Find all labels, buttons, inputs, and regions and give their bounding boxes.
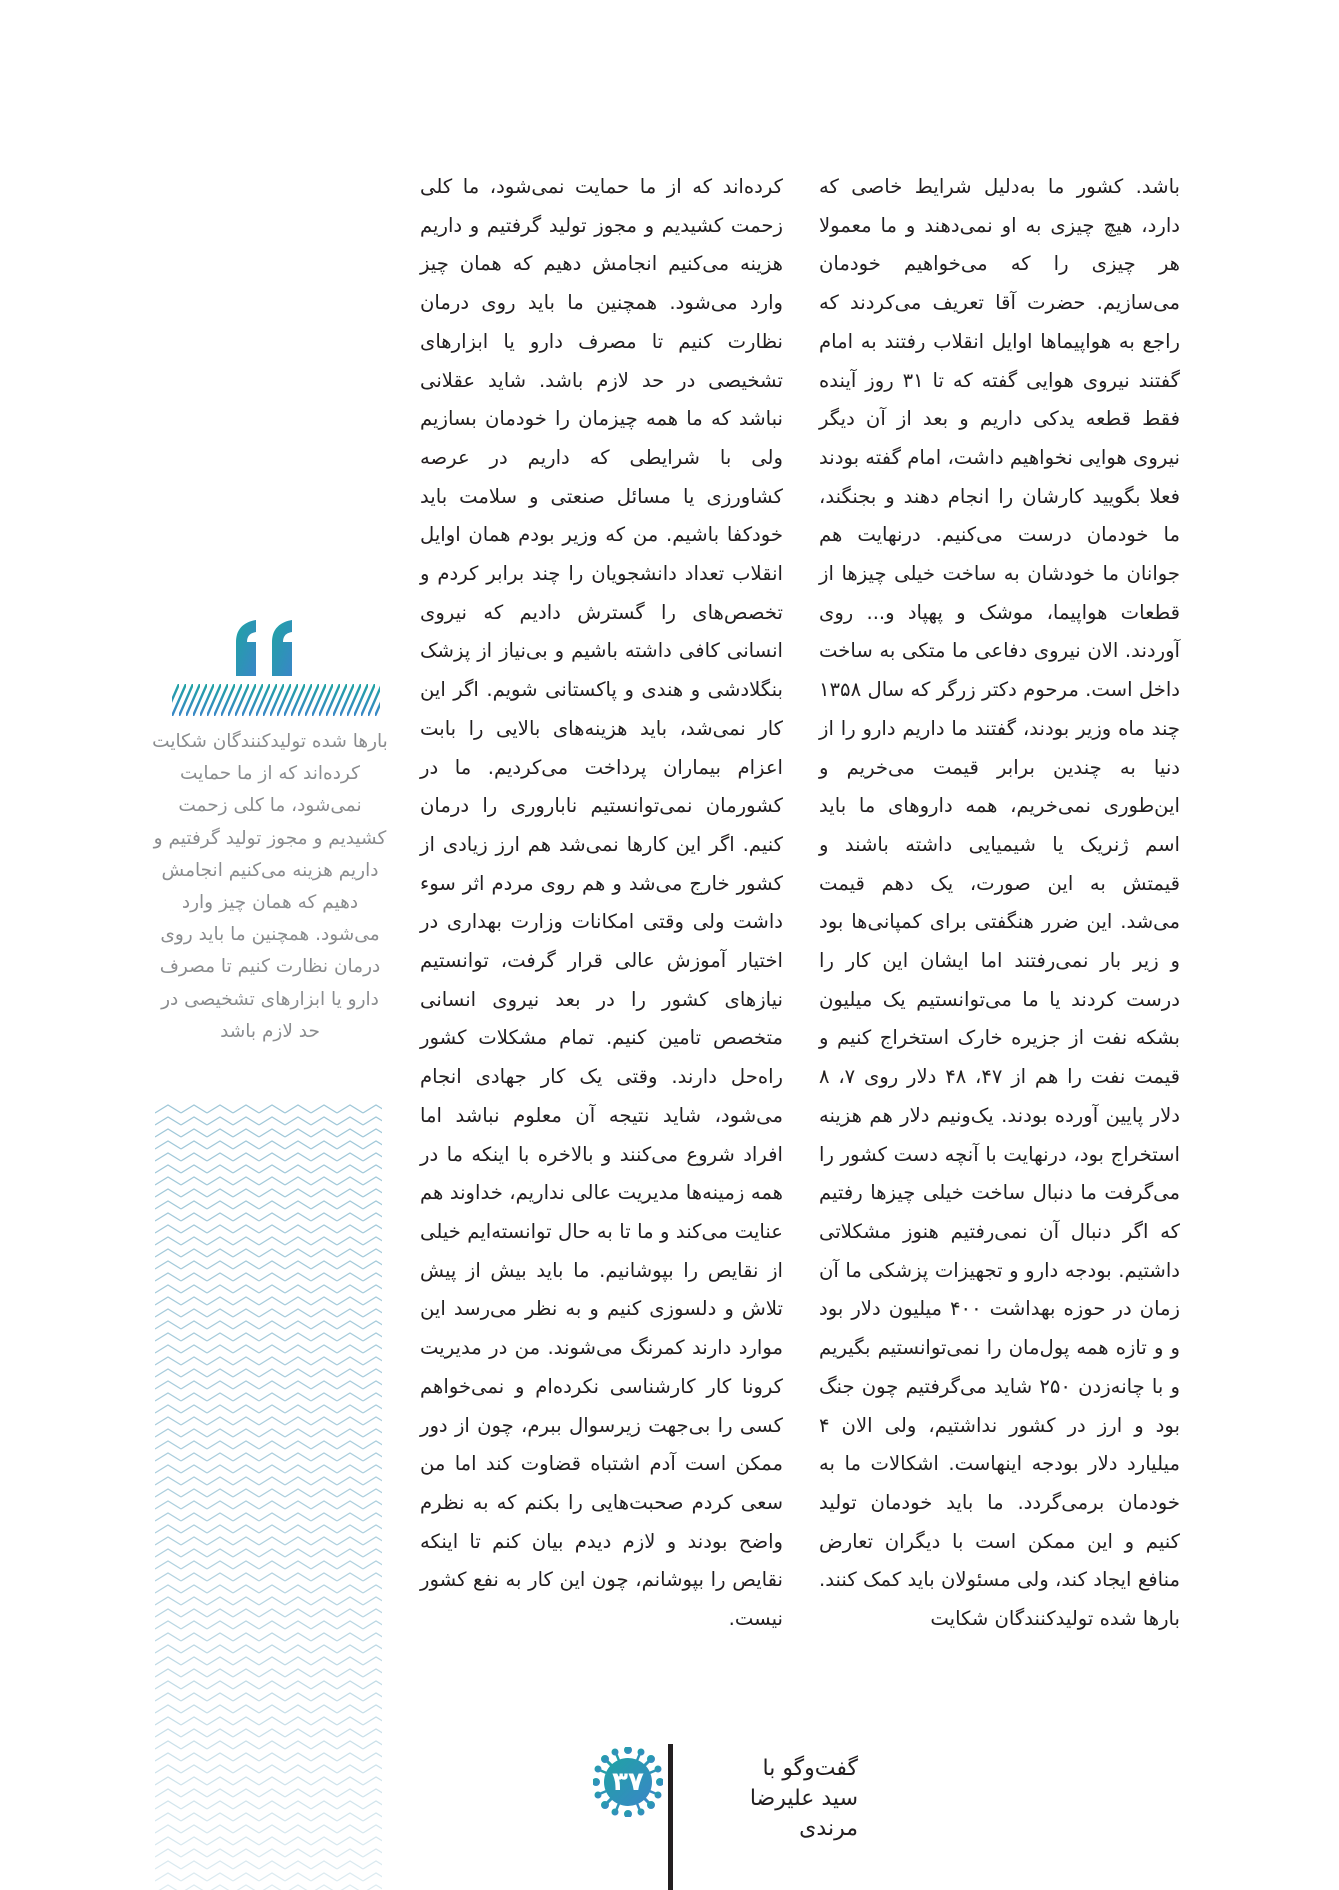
pull-quote: بارها شده تولیدکنندگان شکایت کرده‌اند که از ما حمایت نمی‌شود، ما کلی زحمت کشیدیم و مجوز تولید گرفتیم و داریم هزینه می‌کنیم انجامش دهیم که همان چیز وارد می‌شود. همچنین ما باید روی درمان نظارت کنیم تا مصرف دارو یا ابزارهای تشخیصی در حد لازم باشد xyxy=(152,731,388,1042)
article-column-middle xyxy=(420,168,783,1639)
article-text-middle: کرده‌اند که از ما حمایت نمی‌شود، ما کلی زحمت کشیدیم و مجوز تولید گرفتیم و داریم هزینه می‌کنیم انجامش دهیم که همان چیز وارد می‌شود. همچنین ما باید روی درمان نظارت کنیم تا مصرف دارو یا ابزارهای تشخیصی در حد لازم باشد. شاید عقلانی نباشد که ما همه چیزمان را خودمان بسازیم ولی با شرایطی که داریم در عرصه کشاورزی یا مسائل صنعتی و سلامت باید خودکفا باشیم. من که وزیر بودم همان اوایل انقلاب تعداد دانشجویان را چند برابر کردم و تخصص‌های را گسترش دادیم که نیروی انسانی کافی داشته باشیم و بی‌نیاز از پزشک بنگلادشی و هندی و پاکستانی شویم. اگر این کار نمی‌شد، باید هزینه‌های بالایی را بابت اعزام بیماران پرداخت می‌کردیم. ما در کشورمان نمی‌توانستیم ناباروری را درمان کنیم. اگر این کارها نمی‌شد هم ارز زیادی از کشور خارج می‌شد و هم روی مردم اثر سوء داشت ولی وقتی امکانات وزارت بهداری در اختیار آموزش عالی قرار گرفت، توانستیم نیازهای کشور را در بعد نیروی انسانی متخصص تامین کنیم. تمام مشکلات کشور راه‌حل دارند. وقتی یک کار جهادی انجام می‌شود، شاید نتیجه آن معلوم نباشد اما افراد شروع می‌کنند و بالاخره با اینکه ما در همه زمینه‌ها مدیریت عالی نداریم، خداوند هم عنایت می‌کند و ما تا به حال توانسته‌ایم خیلی از نقایص را بپوشانیم. ما باید بیش از پیش تلاش و دلسوزی کنیم و به نظر می‌رسد این موارد دارند کمرنگ می‌شوند. من در مدیریت کرونا کار کارشناسی نکرده‌ام و نمی‌خواهم کسی را بی‌جهت زیرسوال ببرم، چون از دور ممکن است آدم اشتباه قضاوت کند اما من سعی کردم صحبت‌هایی را بکنم که به نظرم واضح بودند و لازم دیدم بیان کنم تا اینکه نقایص را بپوشانم، چون این کار به نفع کشور نیست. xyxy=(420,175,783,1631)
footer-title xyxy=(688,1754,858,1844)
footer-rule xyxy=(668,1744,673,1890)
article-column-right xyxy=(819,168,1180,1639)
footer-title-line2: سید علیرضا مرندی xyxy=(749,1786,858,1841)
page-number: ۳۷ xyxy=(612,1767,644,1797)
footer-title-line1: گفت‌وگو با xyxy=(762,1756,858,1781)
zigzag-pattern xyxy=(155,1104,382,1890)
article-text-right: باشد. کشور ما به‌دلیل شرایط خاصی که دارد، هیچ چیزی به او نمی‌دهند و ما معمولا هر چیزی را که می‌خواهیم خودمان می‌سازیم. حضرت آقا تعریف می‌کردند که راجع به هواپیماها اوایل انقلاب رفتند به امام گفتند نیروی هوایی گفته که تا ۳۱ روز آینده فقط قطعه یدکی داریم و بعد از آن دیگر نیروی هوایی نخواهیم داشت، امام گفته بودند فعلا بگویید کارشان را انجام دهند و بجنگند، ما خودمان درست می‌کنیم. درنهایت هم جوانان ما خودشان به ساخت خیلی چیزها از قطعات هواپیما، موشک و پهپاد و... روی آوردند. الان نیروی دفاعی ما متکی به ساخت داخل است. مرحوم دکتر زرگر که سال ۱۳۵۸ چند ماه وزیر بودند، گفتند ما داریم دارو را از دنیا به چندین برابر قیمت می‌خریم و این‌طوری نمی‌خریم، همه داروهای ما باید اسم ژنریک یا شیمیایی داشته باشند و قیمتش به این صورت، یک دهم قیمت می‌شد. این ضرر هنگفتی برای کمپانی‌ها بود و زیر بار نمی‌رفتند اما ایشان این کار را درست کردند یا ما می‌توانستیم یک میلیون بشکه نفت از جزیره خارک استخراج کنیم و قیمت نفت را هم از ۴۷، ۴۸ دلار روی ۷، ۸ دلار پایین آورده بودند. یک‌ونیم دلار هم هزینه استخراج بود، درنهایت با آنچه دست کشور را می‌گرفت ما دنبال ساخت خیلی چیزها رفتیم که اگر دنبال آن نمی‌رفتیم هنوز مشکلاتی داشتیم. بودجه دارو و تجهیزات پزشکی ما آن زمان در حوزه بهداشت ۴۰۰ میلیون دلار بود و و تازه همه پول‌مان را نمی‌توانستیم بگیریم و با چانه‌زدن ۲۵۰ شاید می‌گرفتیم چون جنگ بود و ارز در کشور نداشتیم، ولی الان ۴ میلیارد دلار بودجه اینهاست. اشکالات ما به خودمان برمی‌گردد. ما باید خودمان تولید کنیم و این ممکن است با دیگران تعارض منافع ایجاد کند، ولی مسئولان باید کمک کنند. بارها شده تولیدکنندگان شکایت xyxy=(819,175,1181,1631)
hatched-stripe xyxy=(172,684,380,716)
quote-icon xyxy=(236,620,304,676)
